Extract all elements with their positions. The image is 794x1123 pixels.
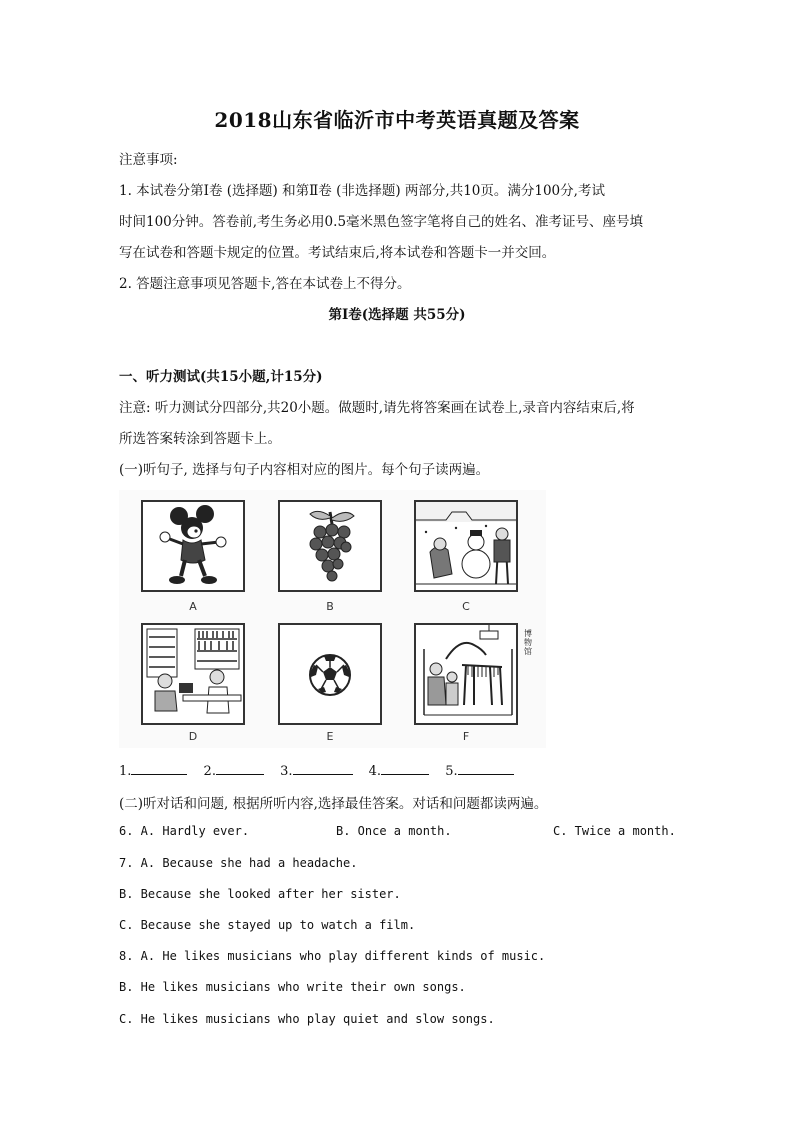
- soccer-ball-icon: [280, 625, 380, 723]
- blank-4-label: 4.: [368, 764, 382, 779]
- notice-line-3: 写在试卷和答题卡规定的位置。考试结束后,将本试卷和答题卡一并交回。: [119, 245, 556, 261]
- part1-note-line-2: 所选答案转涂到答题卡上。: [119, 431, 281, 447]
- picture-e: [278, 623, 382, 725]
- picture-c-label: C: [462, 600, 470, 613]
- picture-b-label: B: [326, 600, 334, 613]
- picture-f-label: F: [462, 730, 470, 743]
- picture-d: [141, 623, 245, 725]
- picture-grid: [119, 490, 546, 748]
- answer-blanks: [119, 762, 526, 779]
- notice-heading: 注意事项:: [119, 152, 178, 168]
- part1-heading: 一、听力测试(共15小题,计15分): [119, 369, 323, 385]
- notice-line-4: 2. 答题注意事项见答题卡,答在本试卷上不得分。: [119, 276, 411, 292]
- notice-line-1: 1. 本试卷分第Ⅰ卷 (选择题) 和第Ⅱ卷 (非选择题) 两部分,共10页。满分100分,考试: [119, 183, 605, 199]
- q7-option-a: 7. A. Because she had a headache.: [119, 856, 358, 870]
- q8-option-c: C. He likes musicians who play quiet and slow songs.: [119, 1012, 495, 1026]
- q7-option-c: C. Because she stayed up to watch a film.: [119, 918, 416, 932]
- q6-option-c: C. Twice a month.: [553, 824, 676, 838]
- snowman-scene-icon: [416, 502, 516, 590]
- section1-instruction: (一)听句子, 选择与句子内容相对应的图片。每个句子读两遍。: [119, 462, 490, 478]
- section2-instruction: (二)听对话和问题, 根据所听内容,选择最佳答案。对话和问题都读两遍。: [119, 796, 548, 812]
- q8-option-a: 8. A. He likes musicians who play different kinds of music.: [119, 949, 546, 963]
- answer-blank-5[interactable]: [458, 762, 514, 775]
- notice-line-2: 时间100分钟。答卷前,考生务必用0.5毫米黑色签字笔将自己的姓名、准考证号、座号填: [119, 214, 644, 230]
- picture-b: [278, 500, 382, 592]
- volume-title: 第Ⅰ卷(选择题 共55分): [328, 307, 466, 323]
- answer-blank-3[interactable]: [293, 762, 353, 775]
- picture-d-label: D: [188, 730, 198, 743]
- part1-note-line-1: 注意: 听力测试分四部分,共20小题。做题时,请先将答案画在试卷上,录音内容结束后,将: [119, 400, 635, 416]
- picture-f: [414, 623, 532, 725]
- q6-option-a: 6. A. Hardly ever.: [119, 824, 250, 838]
- q6-option-b: B. Once a month.: [336, 824, 452, 838]
- blank-2-label: 2.: [203, 764, 216, 779]
- answer-blank-4[interactable]: [381, 762, 429, 775]
- picture-c: [414, 500, 518, 592]
- museum-sign: 博物馆: [524, 629, 532, 656]
- answer-blank-2[interactable]: [216, 762, 264, 775]
- blank-1-label: 1.: [119, 764, 132, 779]
- blank-5-label: 5.: [445, 764, 458, 779]
- library-scene-icon: [143, 625, 243, 723]
- q7-option-b: B. Because she looked after her sister.: [119, 887, 401, 901]
- answer-blank-1[interactable]: [131, 762, 187, 775]
- blank-3-label: 3.: [280, 764, 293, 779]
- grapes-icon: [280, 502, 380, 590]
- mickey-mouse-icon: [143, 502, 243, 590]
- picture-a-label: A: [189, 600, 197, 613]
- picture-a: [141, 500, 245, 592]
- q8-option-b: B. He likes musicians who write their own songs.: [119, 980, 466, 994]
- museum-dinosaur-icon: [416, 625, 516, 723]
- picture-e-label: E: [326, 730, 334, 743]
- page-title: 2018山东省临沂市中考英语真题及答案: [214, 108, 580, 132]
